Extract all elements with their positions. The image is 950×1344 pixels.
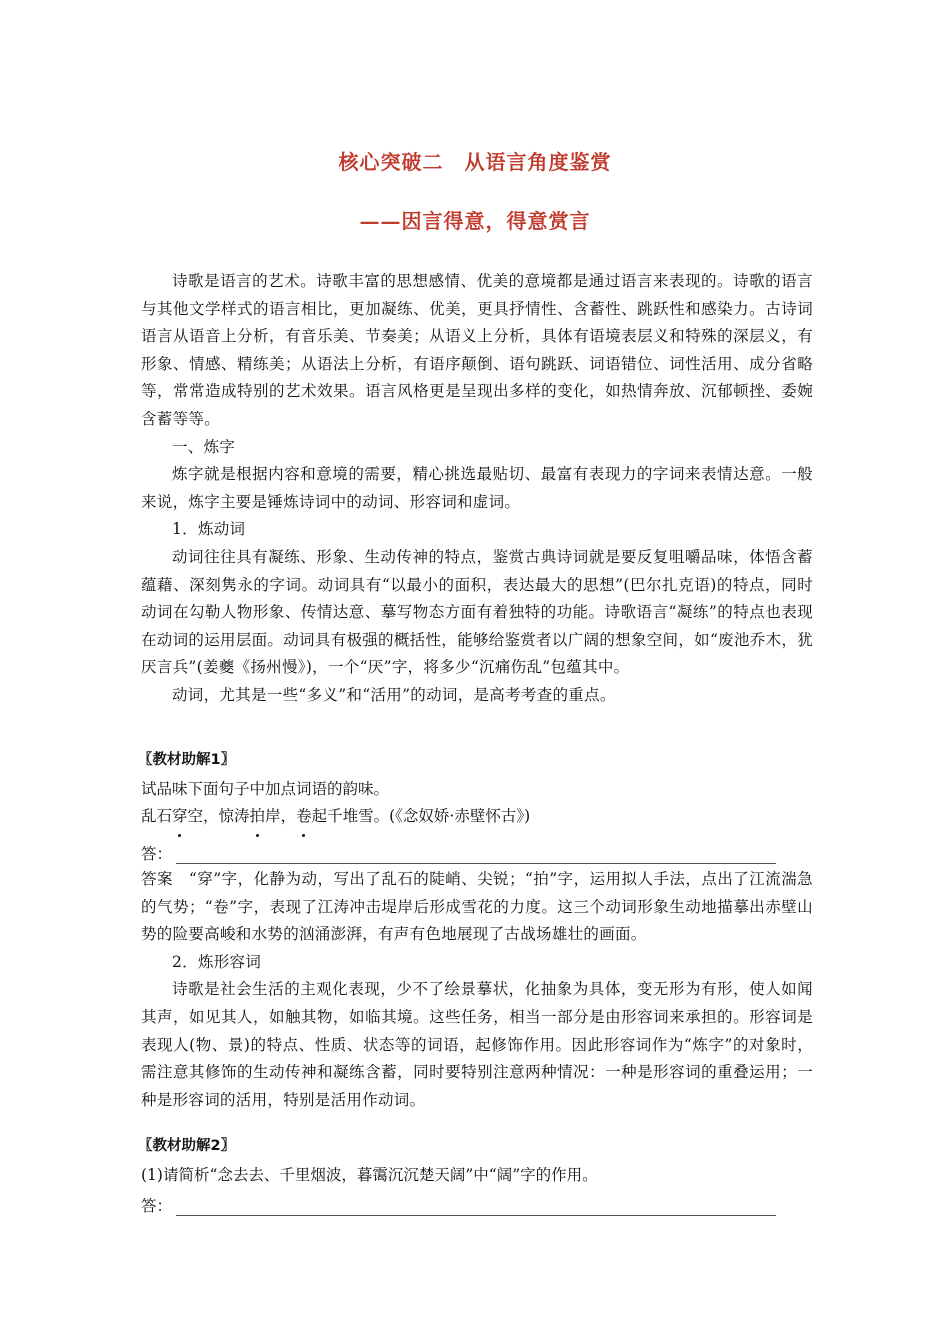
box2-question: (1)请简析“念去去、千里烟波，暮霭沉沉楚天阔”中“阔”字的作用。 <box>141 1166 598 1184</box>
page-title: 核心突破二 从语言角度鉴赏 <box>338 150 612 174</box>
quote-part-d: 起千堆雪。(《念奴娇·赤壁怀古》) <box>311 807 531 825</box>
answer-text: “穿”字，化静为动，写出了乱石的陡峭、尖锐；“拍”字，运用拟人手法，点出了江流湍急的气势；“卷”字，表现了江涛冲击堤岸后形成雪花的力度。这三个动词形象生动地描摹出赤壁山势的险要高峻和水势的汹涌澎湃，有声有色地展现了古战场雄壮的画面。 <box>141 870 813 944</box>
page-subtitle: ——因言得意，得意赏言 <box>359 209 591 233</box>
sub1-heading: 1．炼动词 <box>172 520 246 539</box>
sub1-paragraph-2: 动词，尤其是一些“多义”和“活用”的动词，是高考考查的重点。 <box>172 685 616 704</box>
quote-part-a: 乱石 <box>141 807 173 825</box>
sub2-paragraph: 诗歌是社会生活的主观化表现，少不了绘景摹状，化抽象为具体，变无形为有形，使人如闻其声，如见其人，如触其物，如临其境。这些任务，相当一部分是由形容词来承担的。形容词是表现人(物、景)的特点、性质、状态等的词语，起修饰作用。因此形容词作为“炼字”的对象时，需注意其修饰的生动传神和凝练含蓄，同时要特别注意两种情况：一种是形容词的重叠运用；一种是形容词的活用，特别是活用作动词。 <box>141 980 813 1109</box>
dotted-word-juan: 卷 <box>296 803 312 831</box>
quote-part-b: 空，惊涛 <box>187 807 250 825</box>
box1-answer-block <box>141 866 813 1114</box>
dotted-word-pai: 拍 <box>250 803 266 831</box>
answer-prompt-2: 答： <box>141 1197 173 1215</box>
quote-part-c: 岸， <box>265 807 297 825</box>
intro-block <box>141 268 813 710</box>
answer-prompt: 答： <box>141 845 173 863</box>
dotted-word-chuan: 穿 <box>172 803 188 831</box>
answer-blank-2[interactable] <box>176 1201 776 1216</box>
box2-answer-line <box>141 1194 776 1216</box>
section1-paragraph: 炼字就是根据内容和意境的需要，精心挑选最贴切、最富有表现力的字词来表情达意。一般来说，炼字主要是锤炼诗词中的动词、形容词和虚词。 <box>141 465 813 511</box>
answer-blank[interactable] <box>176 849 776 864</box>
section1-heading: 一、炼字 <box>172 437 236 456</box>
answer-label: 答案 <box>141 870 173 888</box>
intro-paragraph: 诗歌是语言的艺术。诗歌丰富的思想感情、优美的意境都是通过语言来表现的。诗歌的语言与其他文学样式的语言相比，更加凝练、优美，更具抒情性、含蓄性、跳跃性和感染力。古诗词语言从语音上分析，有音乐美、节奏美；从语义上分析，具体有语境表层义和特殊的深层义，有形象、情感、精练美；从语法上分析，有语序颠倒、语句跳跃、词语错位、词性活用、成分省略等，常常造成特别的艺术效果。语言风格更是呈现出多样的变化，如热情奔放、沉郁顿挫、委婉含蓄等等。 <box>141 272 813 428</box>
box2-label: 〖教材助解2〗 <box>138 1138 236 1154</box>
box1-answer <box>141 866 813 949</box>
sub1-paragraph-1: 动词往往具有凝练、形象、生动传神的特点，鉴赏古典诗词就是要反复咀嚼品味，体悟含蓄蕴藉、深刻隽永的字词。动词具有“以最小的面积，表达最大的思想”(巴尔扎克语)的特点，同时动词在勾勒人物形象、传情达意、摹写物态方面有着独特的功能。诗歌语言“凝练”的特点也表现在动词的运用层面。动词具有极强的概括性，能够给鉴赏者以广阔的想象空间，如“废池乔木，犹厌言兵”(姜夔《扬州慢》)，一个“厌”字，将多少“沉痛伤乱”包蕴其中。 <box>141 547 813 677</box>
box1-answer-line <box>141 842 776 864</box>
box1-instruction: 试品味下面句子中加点词语的韵味。 <box>141 780 390 798</box>
sub2-heading: 2．炼形容词 <box>172 952 262 971</box>
box1-quote <box>141 803 813 831</box>
box1-label: 〖教材助解1〗 <box>138 752 236 768</box>
